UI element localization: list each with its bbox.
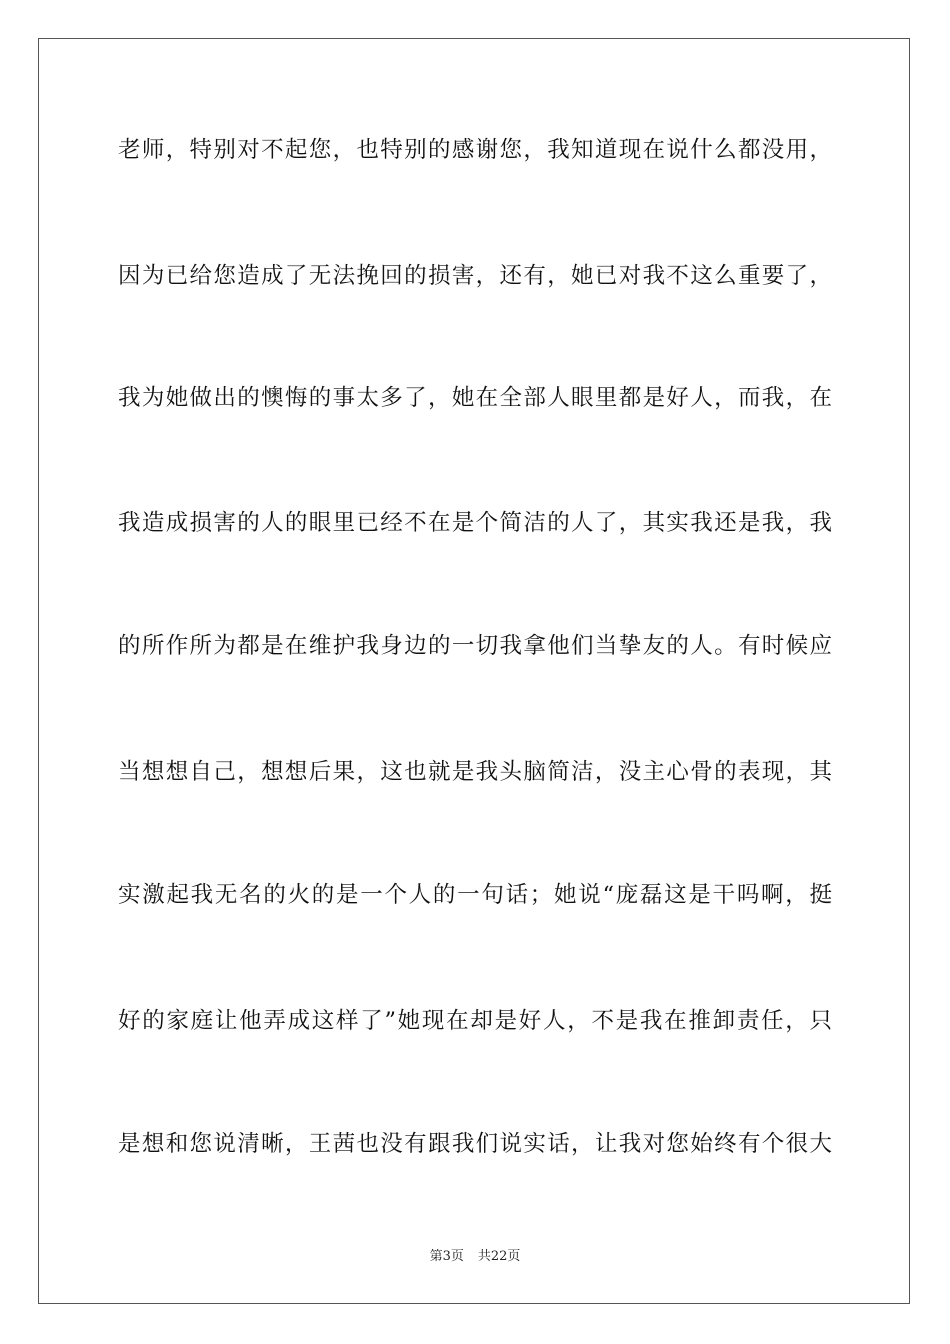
body-text-line: 是想和您说清晰，王茜也没有跟我们说实话，让我对您始终有个很大 [118,1131,832,1157]
body-text-line: 我为她做出的懊悔的事太多了，她在全部人眼里都是好人，而我，在 [118,385,832,411]
body-text-line: 当想想自己，想想后果，这也就是我头脑简洁，没主心骨的表现，其 [118,759,832,785]
body-text-line: 的所作所为都是在维护我身边的一切我拿他们当挚友的人。有时候应 [118,633,832,659]
page-footer [0,1248,950,1266]
page-total: 共22页 [477,1249,521,1264]
page-frame [38,38,910,1304]
body-text-line: 好的家庭让他弄成这样了”她现在却是好人，不是我在推卸责任，只 [118,1008,832,1034]
body-text-line: 实激起我无名的火的是一个人的一句话；她说“庞磊这是干吗啊，挺 [118,882,832,908]
body-text-line: 因为已给您造成了无法挽回的损害，还有，她已对我不这么重要了， [118,263,832,289]
page-number: 第3页 [429,1249,464,1264]
body-text-line: 我造成损害的人的眼里已经不在是个简洁的人了，其实我还是我，我 [118,510,832,536]
body-text-line: 老师，特别对不起您，也特别的感谢您，我知道现在说什么都没用， [118,137,832,163]
